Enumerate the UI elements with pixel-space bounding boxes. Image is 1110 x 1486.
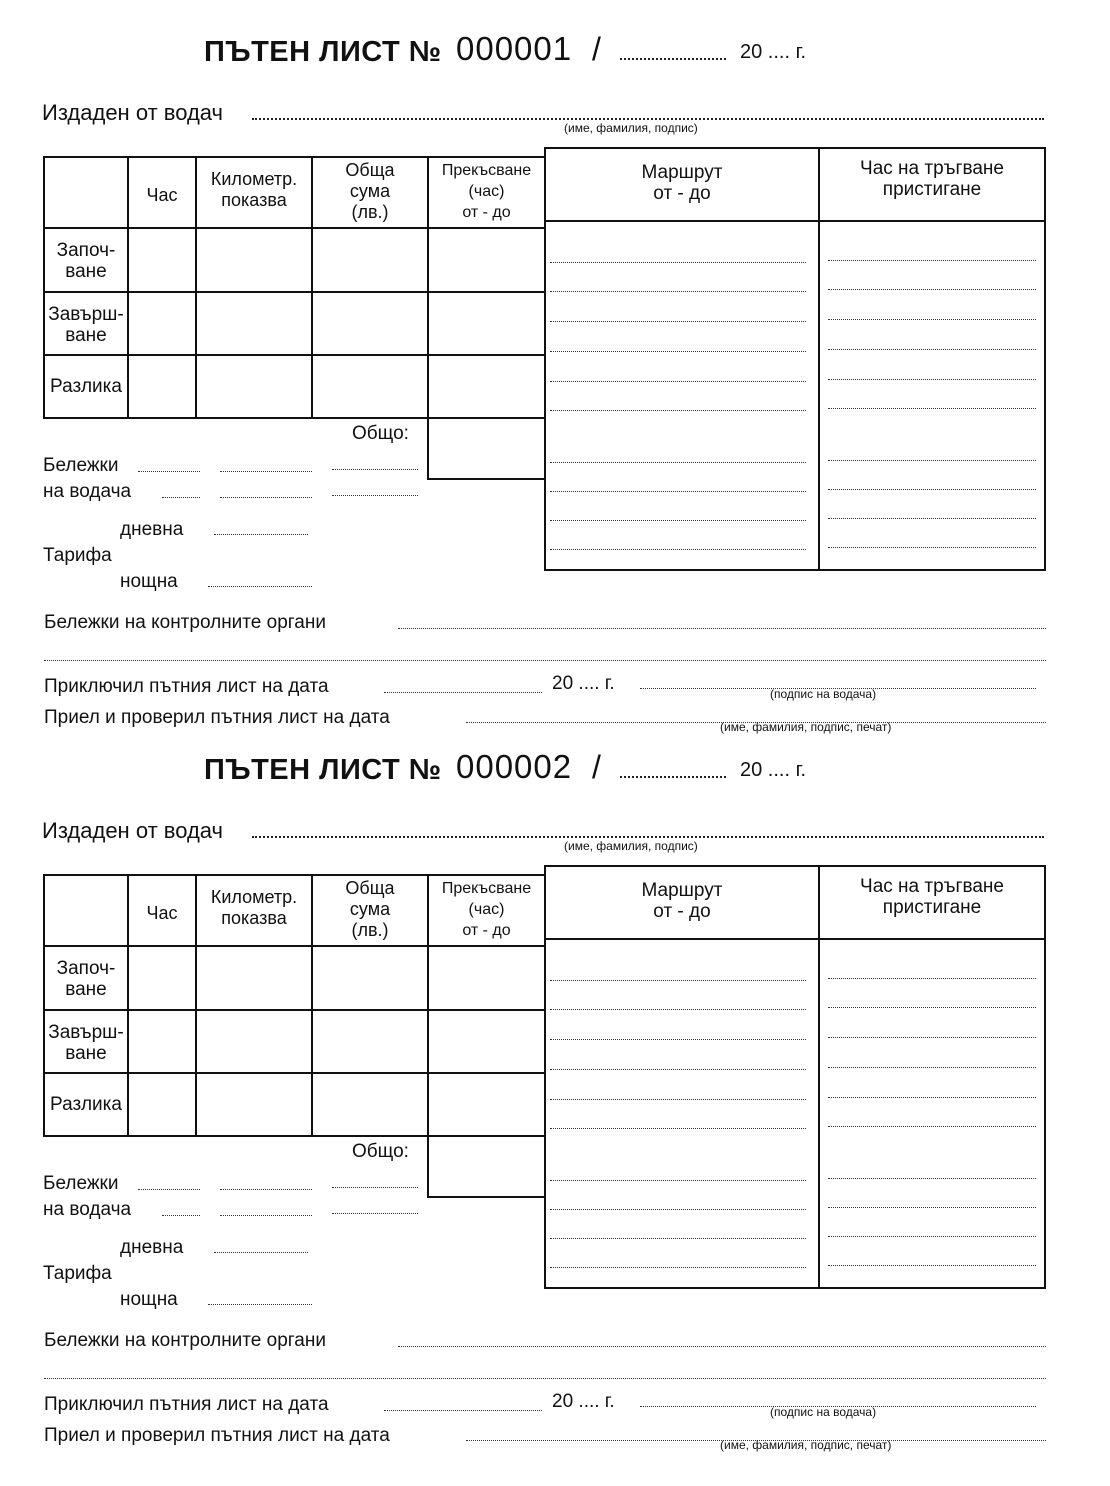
tariff-day-label: дневна	[120, 1237, 184, 1258]
control-notes-field-2[interactable]	[44, 660, 1046, 661]
route-line[interactable]	[550, 1039, 806, 1040]
total-label: Общо:	[352, 423, 409, 444]
form-title: ПЪТЕН ЛИСТ №	[204, 754, 442, 786]
depart-line[interactable]	[828, 1207, 1036, 1208]
col-header-hour: Час	[146, 185, 178, 205]
route-line[interactable]	[550, 262, 806, 263]
route-line[interactable]	[550, 520, 806, 521]
depart-line[interactable]	[828, 289, 1036, 290]
depart-line[interactable]	[828, 460, 1036, 461]
tariff-day-field[interactable]	[214, 534, 308, 535]
depart-line[interactable]	[828, 319, 1036, 320]
row-label-diff: Разлика	[50, 376, 122, 397]
issued-by-field[interactable]	[252, 118, 1044, 120]
driver-notes-field[interactable]	[220, 471, 312, 472]
closed-year: 20 .... г.	[552, 1391, 615, 1412]
issued-by-hint: (име, фамилия, подпис)	[564, 121, 698, 135]
title-slash: /	[592, 749, 601, 785]
col-header-route: Маршрут от - до	[641, 880, 723, 922]
depart-line[interactable]	[828, 1236, 1036, 1237]
form-number: 000002	[456, 748, 573, 785]
col-header-break: Прекъсване (час) от - до	[441, 162, 532, 221]
route-line[interactable]	[550, 381, 806, 382]
driver-notes-field[interactable]	[220, 1215, 312, 1216]
issued-by-hint: (име, фамилия, подпис)	[564, 839, 698, 853]
depart-line[interactable]	[828, 489, 1036, 490]
issued-by-label: Издаден от водач	[42, 818, 224, 843]
col-header-km: Километр. показва	[210, 169, 298, 210]
driver-notes-field[interactable]	[162, 497, 200, 498]
tariff-label: Тарифа	[43, 545, 112, 566]
closed-hint: (подпис на водача)	[770, 687, 877, 701]
row-label-end: Завърш- ване	[48, 304, 124, 346]
depart-line[interactable]	[828, 518, 1036, 519]
tariff-night-label: нощна	[120, 1289, 178, 1310]
driver-notes-label-2: на водача	[43, 481, 132, 502]
driver-notes-field[interactable]	[138, 471, 200, 472]
tariff-label: Тарифа	[43, 1263, 112, 1284]
tariff-day-field[interactable]	[214, 1252, 308, 1253]
tariff-night-field[interactable]	[208, 1304, 312, 1305]
driver-notes-field[interactable]	[332, 1187, 418, 1188]
driver-notes-label-1: Бележки	[43, 1173, 119, 1194]
route-line[interactable]	[550, 1128, 806, 1129]
route-line[interactable]	[550, 980, 806, 981]
driver-notes-field[interactable]	[332, 1213, 418, 1214]
route-line[interactable]	[550, 410, 806, 411]
closed-hint: (подпис на водача)	[770, 1405, 877, 1419]
form-title: ПЪТЕН ЛИСТ №	[204, 36, 442, 68]
row-label-end: Завърш- ване	[48, 1022, 124, 1064]
driver-notes-label-1: Бележки	[43, 455, 119, 476]
route-line[interactable]	[550, 549, 806, 550]
closed-label: Приключил пътния лист на дата	[44, 676, 329, 697]
tariff-night-field[interactable]	[208, 586, 312, 587]
route-line[interactable]	[550, 491, 806, 492]
depart-line[interactable]	[828, 1007, 1036, 1008]
route-line[interactable]	[550, 351, 806, 352]
issued-by-label: Издаден от водач	[42, 100, 224, 125]
closed-year: 20 .... г.	[552, 673, 615, 694]
col-header-depart: Час на тръгване пристигане	[860, 158, 1004, 200]
col-header-sum: Обща сума (лв.)	[345, 160, 395, 222]
tariff-day-label: дневна	[120, 519, 184, 540]
control-notes-field[interactable]	[398, 628, 1046, 629]
control-notes-field-2[interactable]	[44, 1378, 1046, 1379]
depart-line[interactable]	[828, 1037, 1036, 1038]
travel-sheet-2	[0, 718, 1110, 1452]
depart-line[interactable]	[828, 978, 1036, 979]
depart-line[interactable]	[828, 1097, 1036, 1098]
route-line[interactable]	[550, 462, 806, 463]
depart-line[interactable]	[828, 408, 1036, 409]
row-label-start: Започ- ване	[56, 958, 116, 1000]
issued-by-field[interactable]	[252, 836, 1044, 838]
depart-line[interactable]	[828, 1178, 1036, 1179]
accepted-hint: (име, фамилия, подпис, печат)	[720, 1438, 892, 1452]
accepted-hint: (име, фамилия, подпис, печат)	[720, 720, 892, 734]
date-field[interactable]	[620, 776, 726, 778]
depart-line[interactable]	[828, 1067, 1036, 1068]
depart-line[interactable]	[828, 1265, 1036, 1266]
tariff-night-label: нощна	[120, 571, 178, 592]
depart-line[interactable]	[828, 349, 1036, 350]
route-line[interactable]	[550, 1180, 806, 1181]
control-notes-label: Бележки на контролните органи	[44, 612, 326, 633]
driver-notes-field[interactable]	[138, 1189, 200, 1190]
form-number: 000001	[456, 30, 573, 67]
route-line[interactable]	[550, 1238, 806, 1239]
col-header-sum: Обща сума (лв.)	[345, 878, 395, 940]
driver-notes-field[interactable]	[332, 495, 418, 496]
driver-notes-field[interactable]	[220, 1189, 312, 1190]
accepted-label: Приел и проверил пътния лист на дата	[44, 707, 390, 728]
col-header-break: Прекъсване (час) от - до	[441, 880, 532, 939]
col-header-route: Маршрут от - до	[641, 162, 723, 204]
route-line[interactable]	[550, 1069, 806, 1070]
depart-line[interactable]	[828, 260, 1036, 261]
depart-line[interactable]	[828, 379, 1036, 380]
travel-sheet-1	[0, 0, 1110, 734]
row-label-start: Започ- ване	[56, 240, 116, 282]
route-line[interactable]	[550, 1009, 806, 1010]
control-notes-label: Бележки на контролните органи	[44, 1330, 326, 1351]
depart-line[interactable]	[828, 547, 1036, 548]
col-header-km: Километр. показва	[210, 887, 298, 928]
control-notes-field[interactable]	[398, 1346, 1046, 1347]
title-year: 20 .... г.	[740, 759, 806, 781]
title-year: 20 .... г.	[740, 41, 806, 63]
total-label: Общо:	[352, 1141, 409, 1162]
depart-line[interactable]	[828, 1126, 1036, 1127]
title-slash: /	[592, 31, 601, 67]
driver-notes-label-2: на водача	[43, 1199, 132, 1220]
closed-date-field[interactable]	[384, 692, 542, 693]
driver-notes-field[interactable]	[162, 1215, 200, 1216]
accepted-label: Приел и проверил пътния лист на дата	[44, 1425, 390, 1446]
driver-notes-field[interactable]	[332, 469, 418, 470]
route-line[interactable]	[550, 291, 806, 292]
route-line[interactable]	[550, 321, 806, 322]
row-label-diff: Разлика	[50, 1094, 122, 1115]
date-field[interactable]	[620, 58, 726, 60]
col-header-hour: Час	[146, 903, 178, 923]
col-header-depart: Час на тръгване пристигане	[860, 876, 1004, 918]
closed-date-field[interactable]	[384, 1410, 542, 1411]
route-line[interactable]	[550, 1209, 806, 1210]
closed-label: Приключил пътния лист на дата	[44, 1394, 329, 1415]
route-line[interactable]	[550, 1099, 806, 1100]
route-line[interactable]	[550, 1267, 806, 1268]
driver-notes-field[interactable]	[220, 497, 312, 498]
